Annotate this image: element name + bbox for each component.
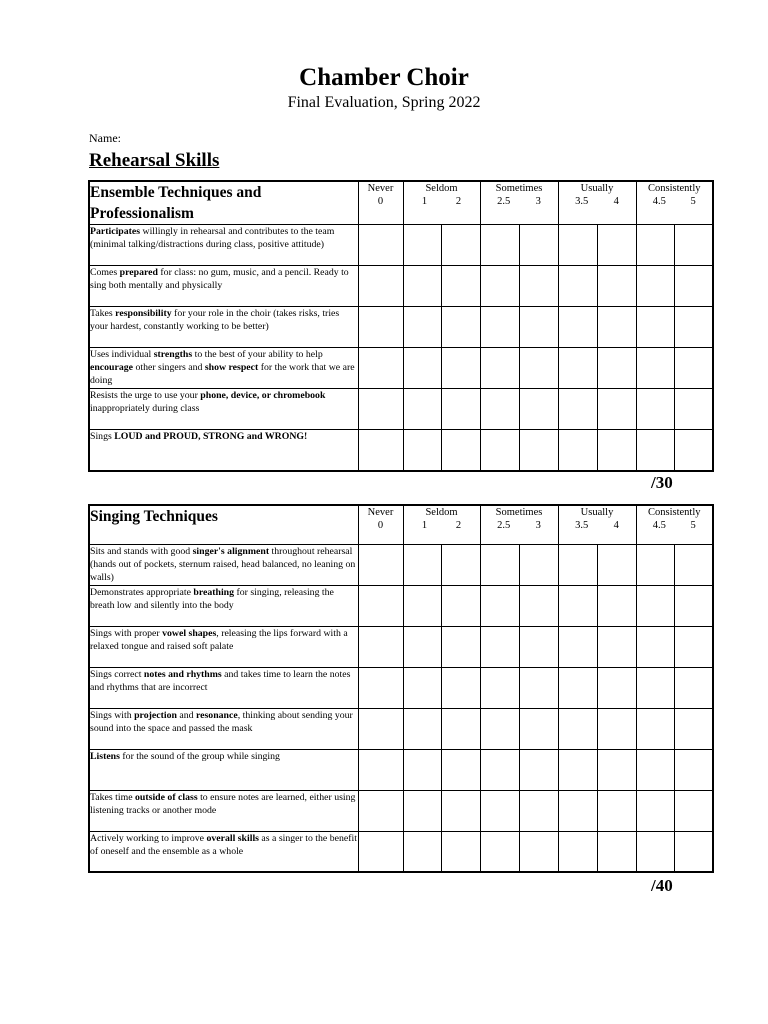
score-cell-usually-3.5[interactable]: [558, 266, 597, 307]
scale-header-never: [358, 181, 403, 225]
table-row: [89, 749, 713, 790]
score-cell-sometimes-2.5[interactable]: [480, 708, 519, 749]
table-row: [89, 626, 713, 667]
criterion-keyword: show respect: [204, 362, 259, 373]
scale-value: 1: [421, 196, 428, 207]
criterion-text: [89, 708, 358, 749]
score-cell-sometimes-3[interactable]: [519, 749, 558, 790]
criterion-segment: Actively working to improve: [90, 832, 207, 844]
name-label: Name:: [89, 131, 121, 145]
rubric-table-singing: [88, 504, 714, 873]
score-cell-sometimes-3[interactable]: [519, 831, 558, 872]
score-cell-sometimes-2.5[interactable]: [480, 667, 519, 708]
score-cell-seldom-1[interactable]: [403, 544, 441, 585]
criterion-keyword: prepared: [119, 267, 158, 278]
score-cell-sometimes-2.5[interactable]: [480, 266, 519, 307]
table-row: [89, 225, 713, 266]
table-row: [89, 708, 713, 749]
scale-label: Never: [367, 507, 394, 518]
score-cell-never-0[interactable]: [358, 348, 403, 389]
score-cell-sometimes-3[interactable]: [519, 667, 558, 708]
score-cell-sometimes-2.5[interactable]: [480, 749, 519, 790]
score-cell-usually-3.5[interactable]: [558, 389, 597, 430]
scale-value: 3.5: [575, 520, 589, 531]
score-cell-sometimes-3[interactable]: [519, 708, 558, 749]
score-cell-usually-3.5[interactable]: [558, 544, 597, 585]
table-row: [89, 389, 713, 430]
scale-label: Usually: [580, 507, 614, 518]
score-cell-sometimes-3[interactable]: [519, 225, 558, 266]
table-row: [89, 831, 713, 872]
table-header-row: [89, 505, 713, 544]
criterion-keyword: resonance: [195, 709, 238, 721]
score-cell-never-0[interactable]: [358, 266, 403, 307]
score-cell-never-0[interactable]: [358, 585, 403, 626]
score-cell-sometimes-3[interactable]: [519, 389, 558, 430]
scale-value: 2.5: [497, 196, 511, 207]
score-cell-usually-4[interactable]: [597, 626, 636, 667]
score-cell-usually-3.5[interactable]: [558, 708, 597, 749]
table-row: [89, 790, 713, 831]
score-cell-seldom-2[interactable]: [441, 307, 480, 348]
score-cell-sometimes-3[interactable]: [519, 348, 558, 389]
criterion-segment: Sits and stands with good: [90, 545, 193, 557]
scale-value: 4.5: [652, 196, 666, 207]
criterion-text: [89, 749, 358, 790]
criterion-segment: inappropriately during class: [90, 403, 200, 414]
score-cell-sometimes-3[interactable]: [519, 544, 558, 585]
score-cell-seldom-2[interactable]: [441, 266, 480, 307]
score-cell-sometimes-2.5[interactable]: [480, 790, 519, 831]
scale-label: Seldom: [425, 183, 458, 194]
scale-header-sometimes: [480, 181, 558, 225]
table-row: [89, 585, 713, 626]
score-cell-consistently-4.5[interactable]: [636, 626, 674, 667]
score-cell-consistently-4.5[interactable]: [636, 266, 674, 307]
scale-label: Never: [367, 183, 394, 194]
criterion-segment: Sings with: [90, 709, 135, 721]
score-cell-seldom-1[interactable]: [403, 585, 441, 626]
scale-header-consistently: [636, 181, 713, 225]
scale-header-usually: [558, 181, 636, 225]
criterion-segment: willingly in rehearsal and contributes to the team (minimal talking/distractions during class, positive attitude): [90, 226, 335, 250]
score-cell-consistently-4.5[interactable]: [636, 831, 674, 872]
criterion-keyword: projection: [134, 709, 177, 721]
criterion-segment: , releasing the lips forward with a relaxed tongue and raised soft palate: [90, 627, 348, 652]
scale-label: Sometimes: [495, 507, 543, 518]
score-cell-sometimes-3[interactable]: [519, 585, 558, 626]
criterion-segment: and: [176, 709, 196, 721]
score-cell-sometimes-2.5[interactable]: [480, 544, 519, 585]
score-cell-usually-4[interactable]: [597, 585, 636, 626]
score-cell-consistently-4.5[interactable]: [636, 348, 674, 389]
section-heading: Rehearsal Skills: [89, 150, 220, 171]
criterion-segment: for class: no gum, music, and a pencil. Ready to sing both mentally and physically: [90, 267, 349, 291]
criterion-segment: throughout rehearsal (hands out of pockets, sternum raised, head balanced, no leaning on walls): [90, 545, 356, 583]
rubric-table-ensemble: [88, 180, 714, 472]
criterion-segment: Resists the urge to use your: [90, 390, 201, 401]
scale-header-consistently: [636, 505, 713, 544]
score-cell-usually-3.5[interactable]: [558, 225, 597, 266]
criterion-segment: for singing, releasing the breath low and silently into the body: [90, 586, 334, 611]
criterion-segment: for the sound of the group while singing: [119, 750, 280, 762]
scale-value: 5: [690, 520, 696, 531]
table-row: [89, 544, 713, 585]
score-cell-consistently-4.5[interactable]: [636, 307, 674, 348]
score-cell-seldom-1[interactable]: [403, 348, 441, 389]
scale-value: 3: [535, 520, 541, 531]
score-cell-seldom-1[interactable]: [403, 749, 441, 790]
table-row: [89, 307, 713, 348]
score-cell-sometimes-3[interactable]: [519, 626, 558, 667]
scale-value: 5: [690, 196, 696, 207]
score-cell-never-0[interactable]: [358, 749, 403, 790]
criterion-keyword: phone, device, or chromebook: [200, 390, 326, 401]
score-cell-consistently-4.5[interactable]: [636, 225, 674, 266]
scale-header-seldom: [403, 181, 480, 225]
criterion-text: [89, 626, 358, 667]
score-cell-sometimes-2.5[interactable]: [480, 348, 519, 389]
score-cell-usually-4[interactable]: [597, 430, 636, 471]
score-cell-seldom-2[interactable]: [441, 348, 480, 389]
score-cell-consistently-5[interactable]: [674, 790, 713, 831]
criterion-segment: Sings: [90, 431, 115, 442]
table-heading: Ensemble Techniques and Professionalism: [89, 181, 358, 225]
score-cell-consistently-5[interactable]: [674, 389, 713, 430]
score-cell-usually-4[interactable]: [597, 790, 636, 831]
score-cell-consistently-4.5[interactable]: [636, 544, 674, 585]
scale-value: 3: [535, 196, 541, 207]
score-cell-consistently-4.5[interactable]: [636, 430, 674, 471]
criterion-segment: , thinking about sending your sound into the space and passed the mask: [90, 709, 353, 734]
criterion-segment: for the work that we are doing: [90, 362, 355, 386]
score-cell-sometimes-2.5[interactable]: [480, 626, 519, 667]
scale-label: Consistently: [647, 507, 701, 518]
score-cell-consistently-5[interactable]: [674, 708, 713, 749]
score-cell-usually-4[interactable]: [597, 544, 636, 585]
table-heading: Singing Techniques: [89, 505, 358, 544]
criterion-segment: to the best of your ability to help: [192, 349, 323, 360]
score-cell-consistently-5[interactable]: [674, 266, 713, 307]
score-cell-consistently-4.5[interactable]: [636, 585, 674, 626]
score-cell-consistently-4.5[interactable]: [636, 667, 674, 708]
scale-label: Consistently: [647, 183, 701, 194]
score-cell-usually-3.5[interactable]: [558, 585, 597, 626]
page-subtitle: Final Evaluation, Spring 2022: [287, 94, 481, 111]
score-cell-seldom-1[interactable]: [403, 708, 441, 749]
score-cell-never-0[interactable]: [358, 307, 403, 348]
score-cell-usually-4[interactable]: [597, 389, 636, 430]
score-cell-consistently-4.5[interactable]: [636, 749, 674, 790]
score-cell-consistently-5[interactable]: [674, 307, 713, 348]
score-cell-usually-4[interactable]: [597, 307, 636, 348]
score-cell-sometimes-3[interactable]: [519, 266, 558, 307]
score-cell-seldom-2[interactable]: [441, 430, 480, 471]
score-cell-consistently-5[interactable]: [674, 585, 713, 626]
score-cell-never-0[interactable]: [358, 708, 403, 749]
score-cell-seldom-2[interactable]: [441, 831, 480, 872]
score-cell-seldom-2[interactable]: [441, 585, 480, 626]
score-cell-sometimes-3[interactable]: [519, 430, 558, 471]
score-cell-usually-4[interactable]: [597, 667, 636, 708]
score-cell-seldom-1[interactable]: [403, 389, 441, 430]
scale-value: 0: [377, 196, 384, 207]
scale-header-sometimes: [480, 505, 558, 544]
criterion-segment: as a singer to the benefit of oneself and the ensemble as a whole: [90, 832, 357, 857]
score-cell-usually-3.5[interactable]: [558, 749, 597, 790]
score-cell-sometimes-2.5[interactable]: [480, 831, 519, 872]
criterion-keyword: overall skills: [206, 832, 259, 844]
criterion-text: [89, 307, 358, 348]
criterion-segment: other singers and: [133, 362, 205, 373]
scale-value: 0: [377, 520, 384, 531]
criterion-segment: for your role in the choir (takes risks, tries your hardest, constantly working to be better): [90, 308, 340, 332]
score-cell-seldom-1[interactable]: [403, 790, 441, 831]
score-cell-consistently-4.5[interactable]: [636, 389, 674, 430]
score-cell-usually-4[interactable]: [597, 708, 636, 749]
score-cell-consistently-5[interactable]: [674, 544, 713, 585]
scale-label: Usually: [580, 183, 614, 194]
score-cell-never-0[interactable]: [358, 544, 403, 585]
score-cell-seldom-2[interactable]: [441, 790, 480, 831]
criterion-segment: Sings correct: [90, 668, 144, 680]
criterion-text: [89, 430, 358, 471]
criterion-keyword: responsibility: [115, 308, 172, 319]
scale-label: Sometimes: [495, 183, 543, 194]
score-cell-usually-4[interactable]: [597, 348, 636, 389]
score-cell-consistently-4.5[interactable]: [636, 708, 674, 749]
page-title: Chamber Choir: [299, 64, 469, 91]
scale-header-never: [358, 505, 403, 544]
score-cell-consistently-5[interactable]: [674, 348, 713, 389]
score-cell-seldom-1[interactable]: [403, 667, 441, 708]
scale-label: Seldom: [425, 507, 458, 518]
scale-value: 3.5: [575, 196, 589, 207]
score-cell-seldom-1[interactable]: [403, 430, 441, 471]
score-cell-consistently-5[interactable]: [674, 430, 713, 471]
score-cell-seldom-2[interactable]: [441, 225, 480, 266]
score-cell-seldom-1[interactable]: [403, 626, 441, 667]
score-cell-usually-4[interactable]: [597, 749, 636, 790]
score-cell-consistently-5[interactable]: [674, 667, 713, 708]
criterion-keyword: vowel shapes: [162, 627, 217, 639]
scale-value: 4.5: [652, 520, 666, 531]
score-cell-seldom-2[interactable]: [441, 626, 480, 667]
score-cell-never-0[interactable]: [358, 225, 403, 266]
score-cell-seldom-2[interactable]: [441, 389, 480, 430]
criterion-keyword: strengths: [153, 349, 193, 360]
scale-value: 4: [613, 520, 619, 531]
scale-value: 2: [455, 520, 462, 531]
score-cell-seldom-2[interactable]: [441, 667, 480, 708]
criterion-text: [89, 389, 358, 430]
score-cell-usually-4[interactable]: [597, 266, 636, 307]
score-cell-seldom-1[interactable]: [403, 225, 441, 266]
score-cell-usually-4[interactable]: [597, 225, 636, 266]
score-cell-never-0[interactable]: [358, 667, 403, 708]
score-cell-never-0[interactable]: [358, 389, 403, 430]
criterion-keyword: encourage: [90, 362, 133, 373]
criterion-keyword: LOUD and PROUD, STRONG and WRONG!: [114, 431, 308, 442]
score-cell-sometimes-2.5[interactable]: [480, 585, 519, 626]
criterion-keyword: singer's alignment: [192, 545, 270, 557]
criterion-segment: to ensure notes are learned, either using listening tracks or another mode: [90, 791, 356, 816]
score-cell-seldom-2[interactable]: [441, 544, 480, 585]
criterion-keyword: outside of class: [135, 791, 198, 803]
criterion-text: [89, 667, 358, 708]
score-cell-sometimes-2.5[interactable]: [480, 225, 519, 266]
criterion-segment: and takes time to learn the notes and rhythms that are incorrect: [90, 668, 351, 693]
table-row: [89, 348, 713, 389]
criterion-text: [89, 831, 358, 872]
criterion-keyword: notes and rhythms: [143, 668, 222, 680]
score-cell-never-0[interactable]: [358, 831, 403, 872]
criterion-text: [89, 544, 358, 585]
score-cell-never-0[interactable]: [358, 790, 403, 831]
table-header-row: [89, 181, 713, 225]
criterion-segment: Sings with proper: [90, 627, 163, 639]
criterion-text: [89, 225, 358, 266]
score-cell-sometimes-2.5[interactable]: [480, 430, 519, 471]
criterion-segment: Uses individual: [90, 349, 154, 360]
criterion-keyword: breathing: [193, 586, 235, 598]
score-cell-consistently-5[interactable]: [674, 626, 713, 667]
total-score-singing: /40: [651, 876, 673, 895]
score-cell-usually-3.5[interactable]: [558, 790, 597, 831]
scale-header-seldom: [403, 505, 480, 544]
score-cell-seldom-1[interactable]: [403, 307, 441, 348]
scale-value: 2: [455, 196, 462, 207]
score-cell-sometimes-2.5[interactable]: [480, 389, 519, 430]
table-row: [89, 667, 713, 708]
score-cell-seldom-2[interactable]: [441, 708, 480, 749]
score-cell-usually-3.5[interactable]: [558, 307, 597, 348]
score-cell-seldom-1[interactable]: [403, 266, 441, 307]
criterion-text: [89, 790, 358, 831]
score-cell-sometimes-2.5[interactable]: [480, 307, 519, 348]
criterion-text: [89, 266, 358, 307]
score-cell-usually-3.5[interactable]: [558, 430, 597, 471]
score-cell-usually-3.5[interactable]: [558, 667, 597, 708]
score-cell-consistently-5[interactable]: [674, 831, 713, 872]
table-row: [89, 430, 713, 471]
scale-value: 2.5: [497, 520, 511, 531]
score-cell-consistently-5[interactable]: [674, 225, 713, 266]
criterion-segment: Takes: [90, 308, 116, 319]
score-cell-never-0[interactable]: [358, 430, 403, 471]
score-cell-never-0[interactable]: [358, 626, 403, 667]
criterion-segment: Comes: [90, 267, 120, 278]
score-cell-consistently-5[interactable]: [674, 749, 713, 790]
score-cell-usually-3.5[interactable]: [558, 831, 597, 872]
score-cell-seldom-2[interactable]: [441, 749, 480, 790]
table-row: [89, 266, 713, 307]
score-cell-usually-4[interactable]: [597, 831, 636, 872]
scale-value: 4: [613, 196, 619, 207]
total-score-ensemble: /30: [651, 473, 673, 492]
criterion-text: [89, 585, 358, 626]
score-cell-usually-3.5[interactable]: [558, 626, 597, 667]
criterion-keyword: Participates: [90, 226, 141, 237]
criterion-text: [89, 348, 358, 389]
score-cell-sometimes-3[interactable]: [519, 307, 558, 348]
criterion-segment: Demonstrates appropriate: [90, 586, 194, 598]
scale-header-usually: [558, 505, 636, 544]
score-cell-seldom-1[interactable]: [403, 831, 441, 872]
criterion-segment: Takes time: [90, 791, 136, 803]
criterion-keyword: Listens: [90, 750, 120, 762]
scale-value: 1: [421, 520, 428, 531]
score-cell-consistently-4.5[interactable]: [636, 790, 674, 831]
score-cell-usually-3.5[interactable]: [558, 348, 597, 389]
score-cell-sometimes-3[interactable]: [519, 790, 558, 831]
